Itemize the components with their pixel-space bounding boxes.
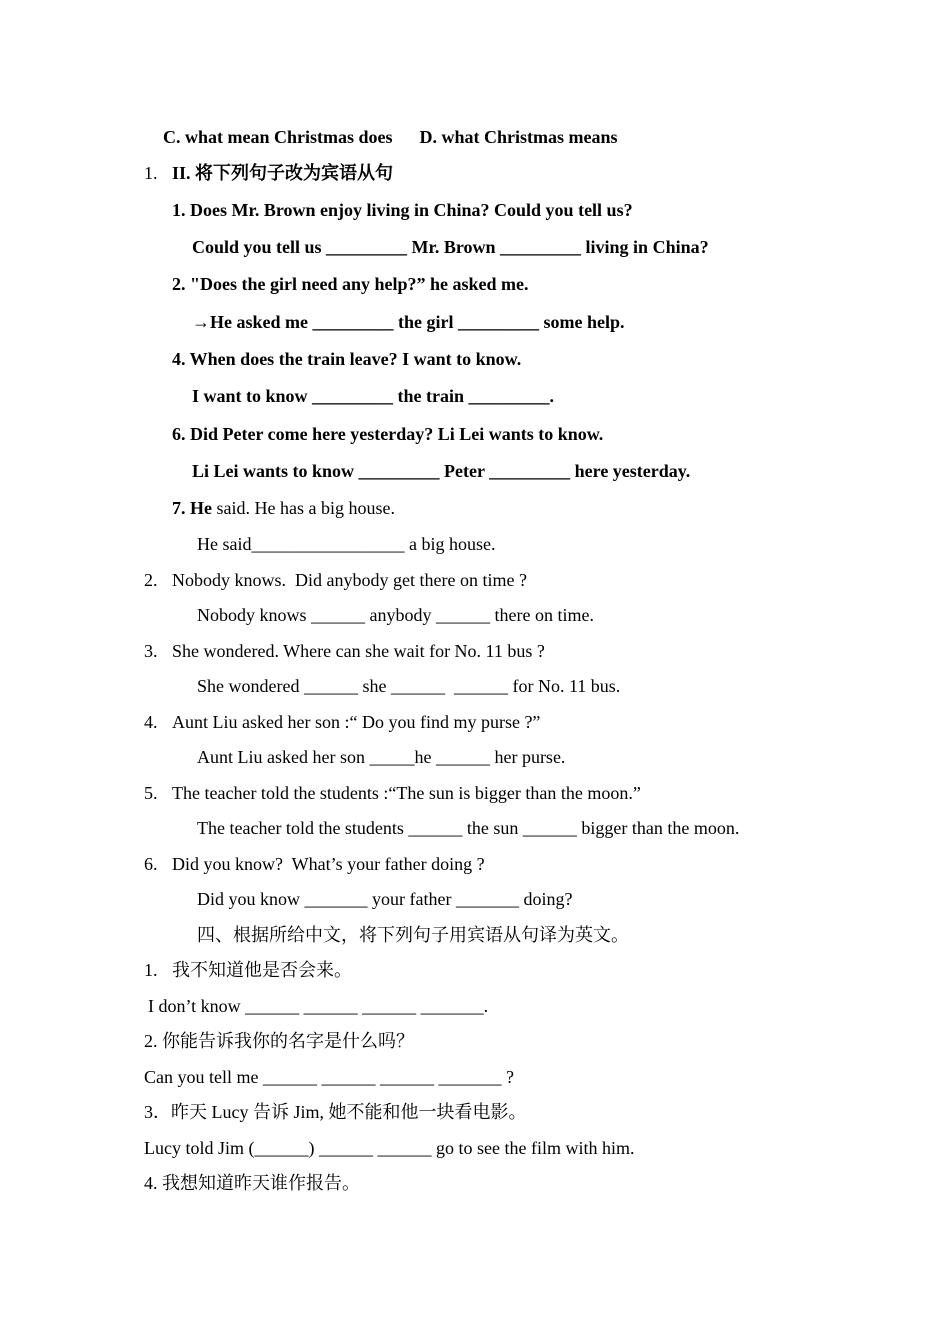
list-item-3-answer: She wondered ______ she ______ ______ for No. 11 bus.: [197, 676, 621, 696]
section-title: II. 将下列句子改为宾语从句: [172, 163, 394, 183]
list-item-5: [144, 782, 641, 804]
list-number: 1.: [144, 960, 158, 980]
list-item-text: Aunt Liu asked her son :“ Do you find my purse ?”: [172, 712, 541, 732]
translate-item-3: 3．昨天 Lucy 告诉 Jim, 她不能和他一块看电影。: [144, 1102, 527, 1122]
list-number: 6.: [144, 854, 158, 874]
list-number: 3.: [144, 641, 158, 661]
list-item-text: Nobody knows. Did anybody get there on time ?: [172, 570, 527, 590]
question-2-prompt: 2. "Does the girl need any help?” he asked me.: [172, 274, 529, 294]
list-item-text: She wondered. Where can she wait for No. 11 bus ?: [172, 641, 545, 661]
list-item-6: [144, 853, 485, 875]
translate-item-2-answer: Can you tell me ______ ______ ______ _______ ?: [144, 1067, 514, 1087]
list-number: 4.: [144, 712, 158, 732]
translate-item-1-answer: I don’t know ______ ______ ______ _______.: [148, 996, 489, 1016]
translate-item-3-answer: Lucy told Jim (______) ______ ______ go to see the film with him.: [144, 1138, 635, 1158]
list-item-6-answer: Did you know _______ your father _______ doing?: [197, 889, 573, 909]
section-iv-heading: 四、根据所给中文，将下列句子用宾语从句译为英文。: [197, 925, 629, 945]
list-item-2: [144, 569, 527, 591]
question-4-prompt: 4. When does the train leave? I want to know.: [172, 349, 522, 369]
list-number: 5.: [144, 783, 158, 803]
choice-options-c-d: C. what mean Christmas does D. what Christmas means: [163, 127, 618, 147]
question-6-prompt: 6. Did Peter come here yesterday? Li Lei wants to know.: [172, 424, 604, 444]
translate-item-1: [144, 959, 352, 981]
question-7-text: said. He has a big house.: [212, 498, 395, 518]
list-item-text: Did you know? What’s your father doing ?: [172, 854, 485, 874]
translate-item-4: 4. 我想知道昨天谁作报告。: [144, 1173, 360, 1193]
list-number: 2.: [144, 570, 158, 590]
list-item-text: 我不知道他是否会来。: [172, 960, 352, 980]
question-7-prompt: [172, 497, 395, 519]
question-7-label: 7. He: [172, 498, 212, 518]
question-7-answer: He said_________________ a big house.: [197, 534, 496, 554]
translate-item-2: 2. 你能告诉我你的名字是什么吗？: [144, 1031, 414, 1051]
list-number: 1.: [144, 163, 158, 183]
section-ii-heading: [144, 162, 393, 184]
list-item-5-answer: The teacher told the students ______ the sun ______ bigger than the moon.: [197, 818, 740, 838]
question-1-answer: Could you tell us _________ Mr. Brown _________ living in China?: [192, 237, 709, 257]
question-1-prompt: 1. Does Mr. Brown enjoy living in China? Could you tell us?: [172, 200, 633, 220]
question-4-answer: I want to know _________ the train _________.: [192, 386, 555, 406]
list-item-3: [144, 640, 545, 662]
list-item-4: [144, 711, 540, 733]
question-6-answer: Li Lei wants to know _________ Peter _________ here yesterday.: [192, 461, 691, 481]
question-2-answer: →He asked me _________ the girl _________ some help.: [192, 312, 625, 332]
list-item-2-answer: Nobody knows ______ anybody ______ there on time.: [197, 605, 594, 625]
list-item-text: The teacher told the students :“The sun is bigger than the moon.”: [172, 783, 641, 803]
list-item-4-answer: Aunt Liu asked her son _____he ______ her purse.: [197, 747, 566, 767]
